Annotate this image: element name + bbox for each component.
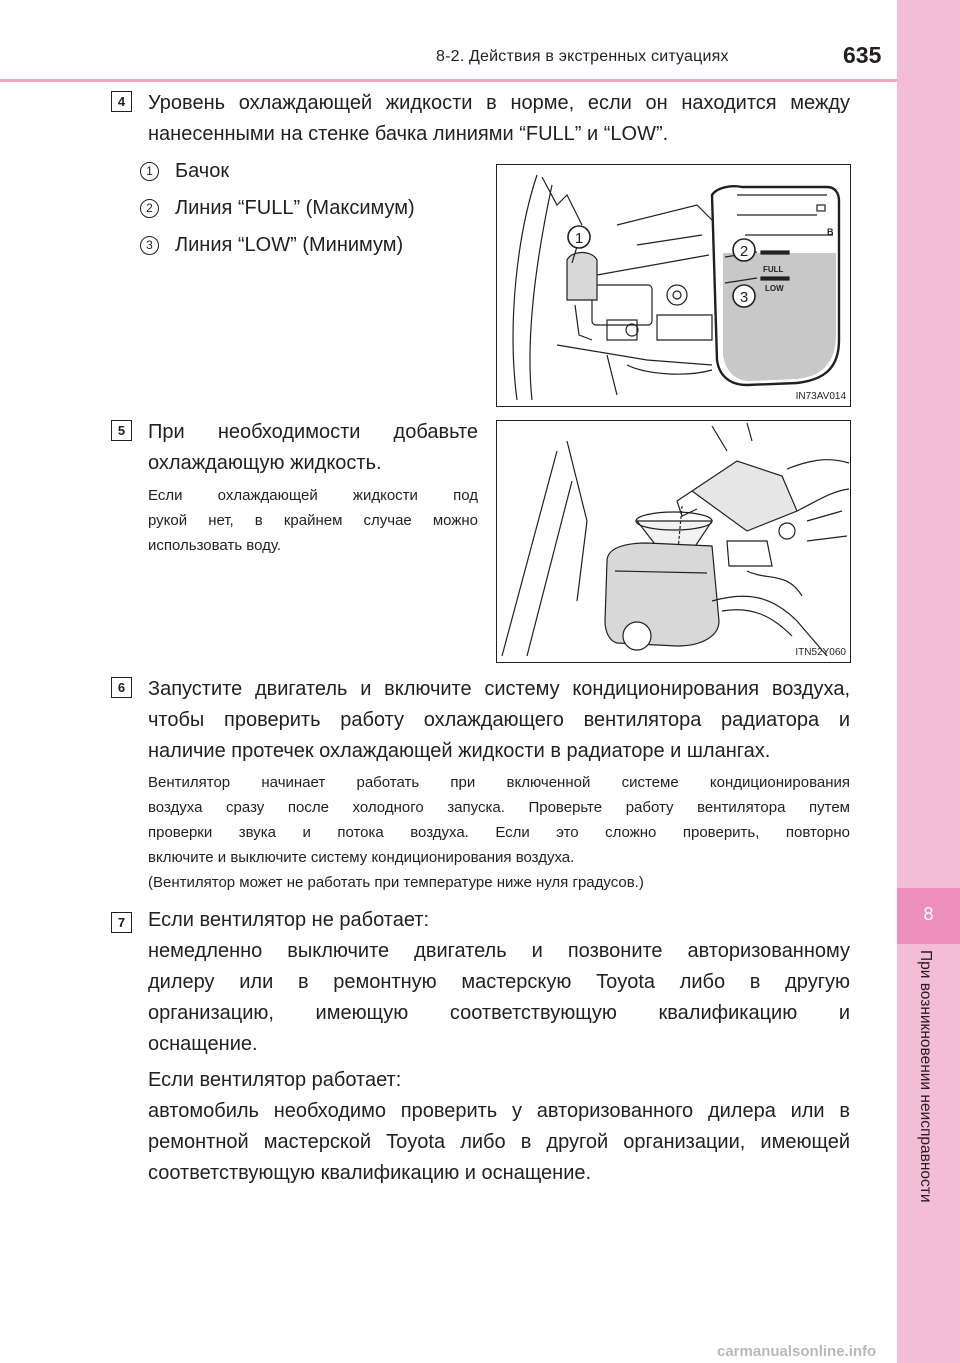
step-5-note-3: использовать воду.: [148, 537, 282, 554]
callout-tank: [140, 160, 229, 183]
step-7-line-4: организацию, имеющую соответствующую квалификацию и: [148, 1002, 850, 1024]
step-4-line-1: Уровень охлаждающей жидкости в норме, если он находится между: [148, 92, 850, 114]
step-7-line-5: оснащение.: [148, 1033, 258, 1055]
step-6-note-4: включите и выключите систему кондиционирования воздуха.: [148, 849, 575, 866]
adding-coolant-illustration: [497, 421, 850, 662]
step-7-line-8: ремонтной мастерской Toyota либо в другой организации, имеющей: [148, 1131, 850, 1153]
step-5-note-1: Если охлаждающей жидкости под: [148, 487, 478, 504]
callout-label: Бачок: [175, 160, 230, 182]
engine-bay-reservoir-figure: [496, 164, 851, 407]
figure-mark-3: 3: [739, 289, 749, 306]
step-7-line-3: дилеру или в ремонтную мастерскую Toyota либо в другую: [148, 971, 850, 993]
page-number: 635: [843, 42, 882, 68]
chapter-title: При возникновении неисправности: [917, 950, 934, 1203]
tank-label-full: FULL: [763, 265, 784, 274]
step-badge-7: 7: [111, 912, 132, 933]
step-6-note-5: (Вентилятор может не работать при температуре ниже нуля градусов.): [148, 874, 644, 891]
step-badge-4: 4: [111, 91, 132, 112]
figure-mark-1: 1: [574, 230, 584, 247]
callout-number: 3: [140, 236, 159, 255]
step-7-line-9: соответствующую квалификацию и оснащение.: [148, 1162, 592, 1184]
step-6-line-2: чтобы проверить работу охлаждающего вентилятора радиатора и: [148, 709, 850, 731]
step-5-line-2: охлаждающую жидкость.: [148, 452, 382, 474]
step-5-line-1: При необходимости добавьте: [148, 421, 478, 443]
step-6-note-3: проверки звука и потока воздуха. Если это сложно проверить, повторно: [148, 824, 850, 841]
step-badge-6: 6: [111, 677, 132, 698]
step-4-line-2: нанесенными на стенке бачка линиями “FULL” и “LOW”.: [148, 123, 669, 145]
step-7-line-6: Если вентилятор работает:: [148, 1069, 402, 1091]
step-6-note-1: Вентилятор начинает работать при включенной системе кондиционирования: [148, 774, 850, 791]
callout-low-line: [140, 234, 403, 257]
figure-mark-2: 2: [739, 243, 749, 260]
callout-full-line: [140, 197, 415, 220]
callout-label: Линия “LOW” (Минимум): [175, 234, 404, 256]
adding-coolant-figure: [496, 420, 851, 663]
step-6-line-1: Запустите двигатель и включите систему кондиционирования воздуха,: [148, 678, 850, 700]
step-6-line-3: наличие протечек охлаждающей жидкости в радиаторе и шлангах.: [148, 740, 771, 762]
step-badge-5: 5: [111, 420, 132, 441]
step-5-note-2: рукой нет, в крайнем случае можно: [148, 512, 478, 529]
header-rule: [0, 79, 897, 82]
step-7-line-7: автомобиль необходимо проверить у авторизованного дилера или в: [148, 1100, 850, 1122]
callout-number: 1: [140, 162, 159, 181]
engine-bay-illustration: [497, 165, 850, 406]
step-6-note-2: воздуха сразу после холодного запуска. Проверьте работу вентилятора путем: [148, 799, 850, 816]
chapter-number: 8: [923, 904, 934, 924]
tank-label-b: B: [827, 227, 834, 237]
step-7-line-1: Если вентилятор не работает:: [148, 909, 429, 931]
figure-code: IN73AV014: [795, 391, 846, 402]
section-title: 8-2. Действия в экстренных ситуациях: [436, 48, 729, 65]
callout-number: 2: [140, 199, 159, 218]
figure-code: ITN52Y060: [795, 647, 846, 658]
tank-label-low: LOW: [765, 284, 784, 293]
callout-label: Линия “FULL” (Максимум): [175, 197, 415, 219]
step-7-line-2: немедленно выключите двигатель и позвоните авторизованному: [148, 940, 850, 962]
watermark: carmanualsonline.info: [717, 1343, 877, 1360]
